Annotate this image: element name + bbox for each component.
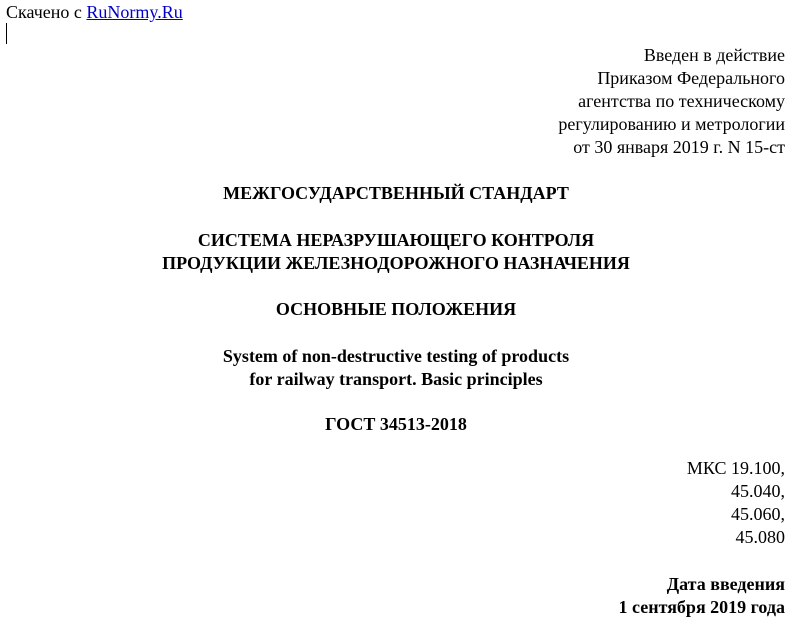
approval-line: агентства по техническому xyxy=(578,91,785,111)
title-ru-line-1: СИСТЕМА НЕРАЗРУШАЮЩЕГО КОНТРОЛЯ xyxy=(197,230,595,250)
approval-line: от 30 января 2019 г. N 15-ст xyxy=(573,137,785,157)
intro-date-label: Дата введения xyxy=(666,574,785,594)
designation xyxy=(0,413,792,436)
title-en-line-1: System of non-destructive testing of products xyxy=(222,346,570,366)
designation-text: ГОСТ 34513-2018 xyxy=(325,414,467,434)
mks-block xyxy=(687,457,785,549)
approval-line: Приказом Федерального xyxy=(597,68,785,88)
title-en xyxy=(0,345,792,391)
standard-type-text: МЕЖГОСУДАРСТВЕННЫЙ СТАНДАРТ xyxy=(223,183,569,203)
source-line xyxy=(6,1,183,23)
source-prefix: Скачено с xyxy=(6,2,87,22)
mks-line: 45.060, xyxy=(731,504,785,524)
subtitle-ru xyxy=(0,298,792,321)
mks-line: 45.040, xyxy=(731,481,785,501)
approval-line: регулированию и метрологии xyxy=(558,114,785,134)
mks-line: 45.080 xyxy=(735,527,785,547)
standard-type xyxy=(0,182,792,205)
mks-line: МКС 19.100, xyxy=(686,458,785,478)
text-cursor xyxy=(6,23,7,44)
title-en-line-2: for railway transport. Basic principles xyxy=(249,369,543,389)
approval-line: Введен в действие xyxy=(643,45,785,65)
approval-block xyxy=(558,44,785,159)
title-ru-line-2: ПРОДУКЦИИ ЖЕЛЕЗНОДОРОЖНОГО НАЗНАЧЕНИЯ xyxy=(162,253,630,273)
subtitle-ru-text: ОСНОВНЫЕ ПОЛОЖЕНИЯ xyxy=(275,299,517,319)
runormy-link[interactable]: RuNormy.Ru xyxy=(86,2,183,22)
intro-date-value: 1 сентября 2019 года xyxy=(618,597,785,617)
title-ru xyxy=(0,229,792,275)
intro-date-block xyxy=(619,573,785,619)
